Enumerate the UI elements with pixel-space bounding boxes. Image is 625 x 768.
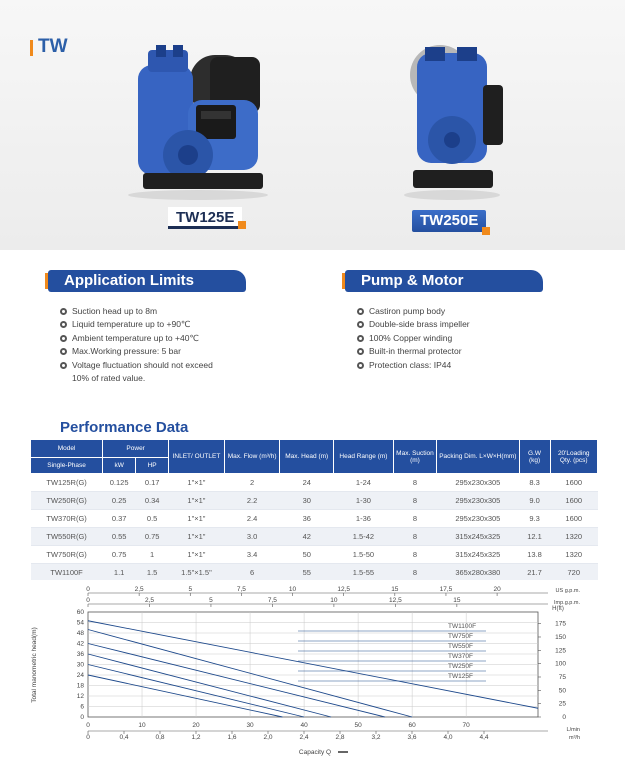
table-cell: 1"×1" bbox=[169, 474, 225, 492]
bottom-axis-2-label: 1,2 bbox=[191, 734, 201, 741]
table-cell: 1-24 bbox=[334, 474, 394, 492]
table-cell: 12.1 bbox=[519, 528, 550, 546]
bullet-icon bbox=[60, 321, 67, 328]
top-axis-1-label: 2,5 bbox=[134, 586, 144, 593]
bottom-axis-1-label: 40 bbox=[300, 722, 308, 729]
y-tick-label: 30 bbox=[76, 661, 84, 669]
table-cell: 8 bbox=[393, 528, 436, 546]
bottom-axis-1-label: 50 bbox=[354, 722, 362, 729]
y-tick-label: 48 bbox=[76, 630, 84, 637]
table-cell: 50 bbox=[280, 546, 334, 564]
table-cell: 8 bbox=[393, 492, 436, 510]
top-axis-1-label: 0 bbox=[86, 586, 90, 593]
table-cell: 42 bbox=[280, 528, 334, 546]
curve-label: TW1100F bbox=[448, 623, 477, 630]
table-cell: 1"×1" bbox=[169, 492, 225, 510]
col-inlet-outlet: INLET/ OUTLET bbox=[169, 440, 225, 474]
top-axis-2-label: 0 bbox=[86, 597, 90, 604]
table-cell: 2.2 bbox=[224, 492, 280, 510]
table-row bbox=[31, 528, 598, 546]
list-item: Suction head up to 8m bbox=[60, 305, 260, 318]
bottom-axis-2-label: 2,4 bbox=[299, 734, 309, 741]
table-cell: 8.3 bbox=[519, 474, 550, 492]
application-limits-heading: Application Limits bbox=[48, 270, 246, 292]
bullet-icon bbox=[357, 348, 364, 355]
table-cell: 315x245x325 bbox=[437, 546, 519, 564]
right-axis-unit: H(ft) bbox=[552, 606, 564, 612]
curve-label: TW550F bbox=[448, 643, 473, 650]
bottom-axis-2-label: 0,4 bbox=[119, 734, 129, 741]
top-axis-2-unit: Imp.g.p.m. bbox=[554, 600, 580, 606]
right-axis-label: 50 bbox=[558, 687, 566, 695]
top-axis-1-label: 5 bbox=[188, 586, 193, 593]
table-cell: 3.4 bbox=[224, 546, 280, 564]
bullet-icon bbox=[60, 308, 67, 315]
bullet-icon bbox=[357, 308, 364, 315]
pump-motor-heading: Pump & Motor bbox=[345, 270, 543, 292]
top-axis-1-label: 10 bbox=[288, 586, 297, 593]
table-row bbox=[31, 546, 598, 564]
curve-label: TW250F bbox=[448, 663, 473, 670]
bottom-axis-2-unit: m³/h bbox=[569, 735, 580, 741]
bottom-axis-1-unit: L/min bbox=[566, 727, 580, 733]
table-cell: 3.0 bbox=[224, 528, 280, 546]
y-axis-title: Total manometric head(m) bbox=[31, 627, 38, 703]
top-axis-2-label: 10 bbox=[330, 597, 338, 604]
right-axis-label: 100 bbox=[555, 660, 566, 668]
bottom-axis-2-label: 1,6 bbox=[227, 734, 237, 741]
table-cell: 1"×1" bbox=[169, 510, 225, 528]
col-loading: 20'Loading Qty. (pcs) bbox=[550, 440, 598, 474]
table-row bbox=[31, 492, 598, 510]
chart-background bbox=[30, 580, 600, 760]
table-cell: 21.7 bbox=[519, 564, 550, 582]
right-axis-label: 175 bbox=[555, 620, 566, 628]
y-tick-label: 36 bbox=[76, 651, 84, 658]
series-title: TW bbox=[38, 36, 68, 57]
col-max-flow: Max. Flow (m³/h) bbox=[224, 440, 280, 474]
list-item: Castiron pump body bbox=[357, 305, 557, 318]
top-axis-2-label: 7,5 bbox=[267, 597, 277, 604]
col-max-suction: Max. Suction (m) bbox=[393, 440, 436, 474]
list-item: Voltage fluctuation should not exceed bbox=[60, 359, 260, 372]
col-single-phase: Single-Phase bbox=[31, 458, 103, 474]
list-item: 100% Copper winding bbox=[357, 332, 557, 345]
table-cell: 8 bbox=[393, 546, 436, 564]
right-axis-label: 150 bbox=[555, 633, 566, 641]
table-cell: 0.75 bbox=[136, 528, 169, 546]
table-cell: 1.5-42 bbox=[334, 528, 394, 546]
col-gw: G.W (kg) bbox=[519, 440, 550, 474]
table-row bbox=[31, 564, 598, 582]
table-cell: TW1100F bbox=[31, 564, 103, 582]
tw250e-pump-image bbox=[395, 45, 510, 200]
table-cell: 9.3 bbox=[519, 510, 550, 528]
top-axis-2-label: 15 bbox=[453, 597, 461, 604]
col-head-range: Head Range (m) bbox=[334, 440, 394, 474]
label-corner-accent bbox=[482, 227, 490, 235]
bullet-icon bbox=[357, 321, 364, 328]
tw125e-model-label: TW125E bbox=[168, 207, 242, 229]
table-cell: 1.5-55 bbox=[334, 564, 394, 582]
bottom-axis-2-label: 4,0 bbox=[443, 734, 453, 741]
x-axis-title: Capacity Q bbox=[298, 749, 332, 756]
performance-curve-chart bbox=[30, 580, 600, 760]
label-corner-accent bbox=[238, 221, 246, 229]
table-cell: 8 bbox=[393, 510, 436, 528]
curve-label: TW370F bbox=[448, 653, 473, 660]
table-cell: 0.125 bbox=[103, 474, 136, 492]
right-axis-label: 125 bbox=[555, 647, 566, 655]
table-cell: 720 bbox=[550, 564, 598, 582]
table-cell: 2.4 bbox=[224, 510, 280, 528]
col-kw: kW bbox=[103, 458, 136, 474]
table-cell: 0.17 bbox=[136, 474, 169, 492]
table-cell: 1.5-50 bbox=[334, 546, 394, 564]
list-item-continuation: 10% of rated value. bbox=[72, 373, 146, 384]
y-tick-label: 24 bbox=[76, 672, 84, 679]
top-axis-1-label: 12,5 bbox=[337, 586, 351, 593]
bottom-axis-1-label: 10 bbox=[138, 722, 146, 729]
y-tick-label: 60 bbox=[76, 609, 84, 616]
hero-banner bbox=[0, 0, 625, 250]
top-axis-1-label: 15 bbox=[391, 586, 399, 593]
list-item: Built-in thermal protector bbox=[357, 345, 557, 358]
table-cell: TW125R(G) bbox=[31, 474, 103, 492]
table-cell: 36 bbox=[280, 510, 334, 528]
tw125e-pump-image bbox=[118, 45, 278, 200]
table-cell: 8 bbox=[393, 564, 436, 582]
table-cell: 0.55 bbox=[103, 528, 136, 546]
bullet-icon bbox=[60, 348, 67, 355]
list-item: Max.Working pressure: 5 bar bbox=[60, 345, 260, 358]
list-item: Double-side brass impeller bbox=[357, 318, 557, 331]
top-axis-2-label: 5 bbox=[209, 597, 213, 604]
table-cell: 1320 bbox=[550, 528, 598, 546]
table-cell: 1.1 bbox=[103, 564, 136, 582]
table-cell: 295x230x305 bbox=[437, 474, 519, 492]
y-tick-label: 42 bbox=[76, 640, 84, 648]
table-cell: 1"×1" bbox=[169, 546, 225, 564]
table-cell: 1.5 bbox=[136, 564, 169, 582]
bullet-icon bbox=[60, 335, 67, 342]
col-power: Power bbox=[103, 440, 169, 458]
bullet-icon bbox=[357, 362, 364, 369]
table-cell: 295x230x305 bbox=[437, 492, 519, 510]
bottom-axis-2-label: 0 bbox=[86, 734, 90, 741]
bottom-axis-2-label: 2,0 bbox=[263, 734, 273, 741]
bottom-axis-2-label: 0,8 bbox=[155, 734, 165, 741]
table-cell: 0.25 bbox=[103, 492, 136, 510]
table-cell: 315x245x325 bbox=[437, 528, 519, 546]
curve-label: TW125F bbox=[448, 673, 473, 680]
brand-accent-bar bbox=[30, 40, 33, 56]
pump-motor-list bbox=[357, 305, 557, 372]
table-cell: 1.5"×1.5" bbox=[169, 564, 225, 582]
bottom-axis-1-label: 60 bbox=[408, 722, 416, 729]
table-cell: 1-36 bbox=[334, 510, 394, 528]
bottom-axis-1-label: 20 bbox=[192, 722, 200, 729]
y-tick-label: 54 bbox=[76, 619, 84, 627]
y-tick-label: 18 bbox=[76, 682, 84, 690]
table-cell: 1-30 bbox=[334, 492, 394, 510]
tw250e-model-label: TW250E bbox=[412, 210, 486, 232]
bottom-axis-1-label: 0 bbox=[86, 722, 90, 729]
table-cell: 6 bbox=[224, 564, 280, 582]
top-axis-1-label: 17,5 bbox=[439, 586, 453, 593]
table-cell: 295x230x305 bbox=[437, 510, 519, 528]
y-tick-label: 6 bbox=[80, 703, 84, 711]
table-cell: 1600 bbox=[550, 474, 598, 492]
performance-data-title: Performance Data bbox=[60, 419, 189, 436]
table-cell: 0.5 bbox=[136, 510, 169, 528]
y-tick-label: 12 bbox=[76, 693, 84, 700]
table-cell: 2 bbox=[224, 474, 280, 492]
performance-table bbox=[30, 439, 598, 582]
right-axis-label: 75 bbox=[558, 673, 566, 681]
table-row bbox=[31, 474, 598, 492]
table-cell: 13.8 bbox=[519, 546, 550, 564]
table-cell: TW750R(G) bbox=[31, 546, 103, 564]
top-axis-2-label: 12,5 bbox=[389, 597, 402, 604]
table-cell: TW370R(G) bbox=[31, 510, 103, 528]
col-packing: Packing Dim. L×W×H(mm) bbox=[437, 440, 519, 474]
bottom-axis-1-label: 70 bbox=[462, 722, 470, 729]
table-cell: 9.0 bbox=[519, 492, 550, 510]
table-cell: 0.75 bbox=[103, 546, 136, 564]
top-axis-2-label: 2,5 bbox=[144, 597, 154, 604]
application-limits-list bbox=[60, 305, 260, 385]
table-cell: TW250R(G) bbox=[31, 492, 103, 510]
table-cell: 0.37 bbox=[103, 510, 136, 528]
table-cell: 0.34 bbox=[136, 492, 169, 510]
table-row bbox=[31, 510, 598, 528]
col-model: Model bbox=[31, 440, 103, 458]
top-axis-1-label: 20 bbox=[493, 586, 501, 593]
table-cell: 8 bbox=[393, 474, 436, 492]
bullet-icon bbox=[60, 362, 67, 369]
bottom-axis-2-label: 3,2 bbox=[371, 734, 381, 741]
table-cell: TW550R(G) bbox=[31, 528, 103, 546]
bottom-axis-2-label: 3,6 bbox=[407, 734, 417, 741]
col-hp: HP bbox=[136, 458, 169, 474]
table-cell: 1 bbox=[136, 546, 169, 564]
top-axis-1-unit: US g.p.m. bbox=[555, 588, 580, 594]
table-cell: 24 bbox=[280, 474, 334, 492]
table-cell: 1320 bbox=[550, 546, 598, 564]
table-cell: 1"×1" bbox=[169, 528, 225, 546]
list-item: Protection class: IP44 bbox=[357, 359, 557, 372]
table-cell: 1600 bbox=[550, 492, 598, 510]
right-axis-label: 0 bbox=[562, 714, 566, 721]
table-cell: 55 bbox=[280, 564, 334, 582]
y-tick-label: 0 bbox=[80, 714, 84, 721]
bottom-axis-2-label: 2,8 bbox=[335, 734, 345, 741]
top-axis-1-label: 7,5 bbox=[236, 586, 246, 593]
col-max-head: Max. Head (m) bbox=[280, 440, 334, 474]
curve-label: TW750F bbox=[448, 633, 473, 640]
list-item: Ambient temperature up to +40℃ bbox=[60, 332, 260, 345]
table-cell: 30 bbox=[280, 492, 334, 510]
table-cell: 1600 bbox=[550, 510, 598, 528]
right-axis-label: 25 bbox=[558, 700, 566, 708]
list-item: Liquid temperature up to +90℃ bbox=[60, 318, 260, 331]
bottom-axis-2-label: 4,4 bbox=[479, 734, 489, 741]
bullet-icon bbox=[357, 335, 364, 342]
bottom-axis-1-label: 30 bbox=[246, 722, 254, 729]
table-cell: 365x280x380 bbox=[437, 564, 519, 582]
